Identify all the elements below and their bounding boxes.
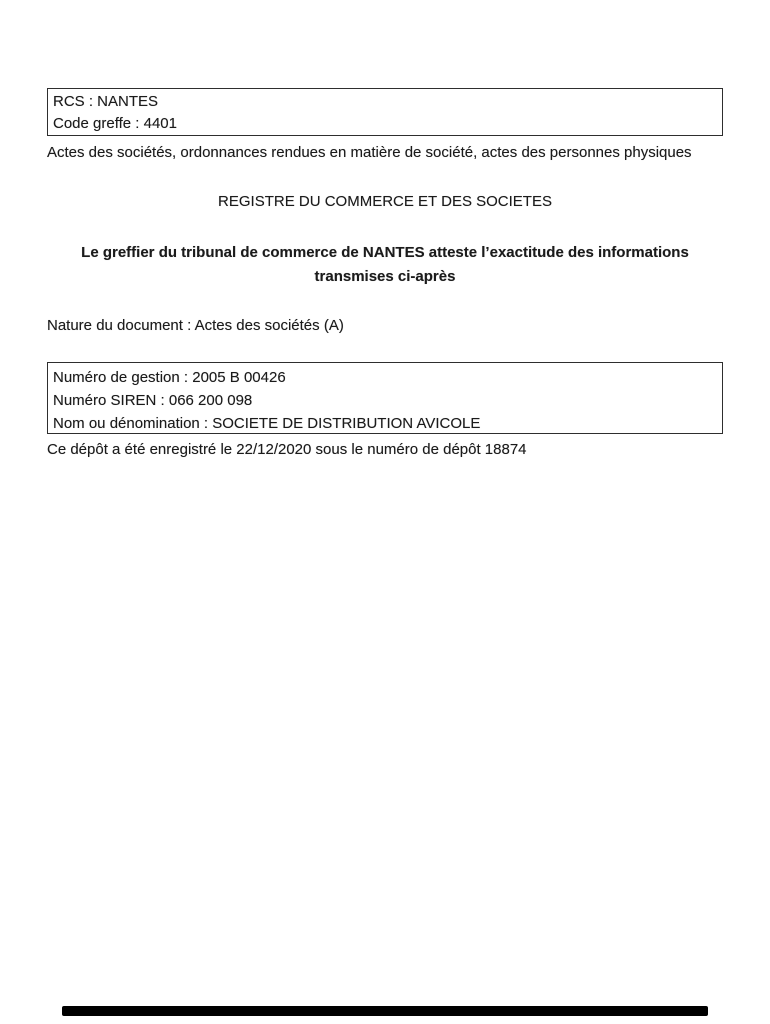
document-nature-line: Nature du document : Actes des sociétés (A) xyxy=(47,317,344,334)
bottom-scan-artifact-bar xyxy=(62,1006,708,1016)
rcs-header-box xyxy=(47,88,723,136)
siren-number-line: Numéro SIREN : 066 200 098 xyxy=(53,392,253,409)
attestation-line-2: transmises ci-après xyxy=(314,268,456,285)
code-greffe-line: Code greffe : 4401 xyxy=(53,115,177,132)
gestion-number-line: Numéro de gestion : 2005 B 00426 xyxy=(53,369,286,386)
deposit-registration-line: Ce dépôt a été enregistré le 22/12/2020 sous le numéro de dépôt 18874 xyxy=(47,441,527,458)
denomination-line: Nom ou dénomination : SOCIETE DE DISTRIBUTION AVICOLE xyxy=(53,415,481,432)
attestation-line-1: Le greffier du tribunal de commerce de NANTES atteste l’exactitude des informations xyxy=(81,244,689,261)
registry-title: REGISTRE DU COMMERCE ET DES SOCIETES xyxy=(218,193,552,210)
acts-subject-line: Actes des sociétés, ordonnances rendues en matière de société, actes des personnes physiques xyxy=(47,144,692,161)
rcs-line: RCS : NANTES xyxy=(53,93,159,110)
company-details-box xyxy=(47,362,723,434)
